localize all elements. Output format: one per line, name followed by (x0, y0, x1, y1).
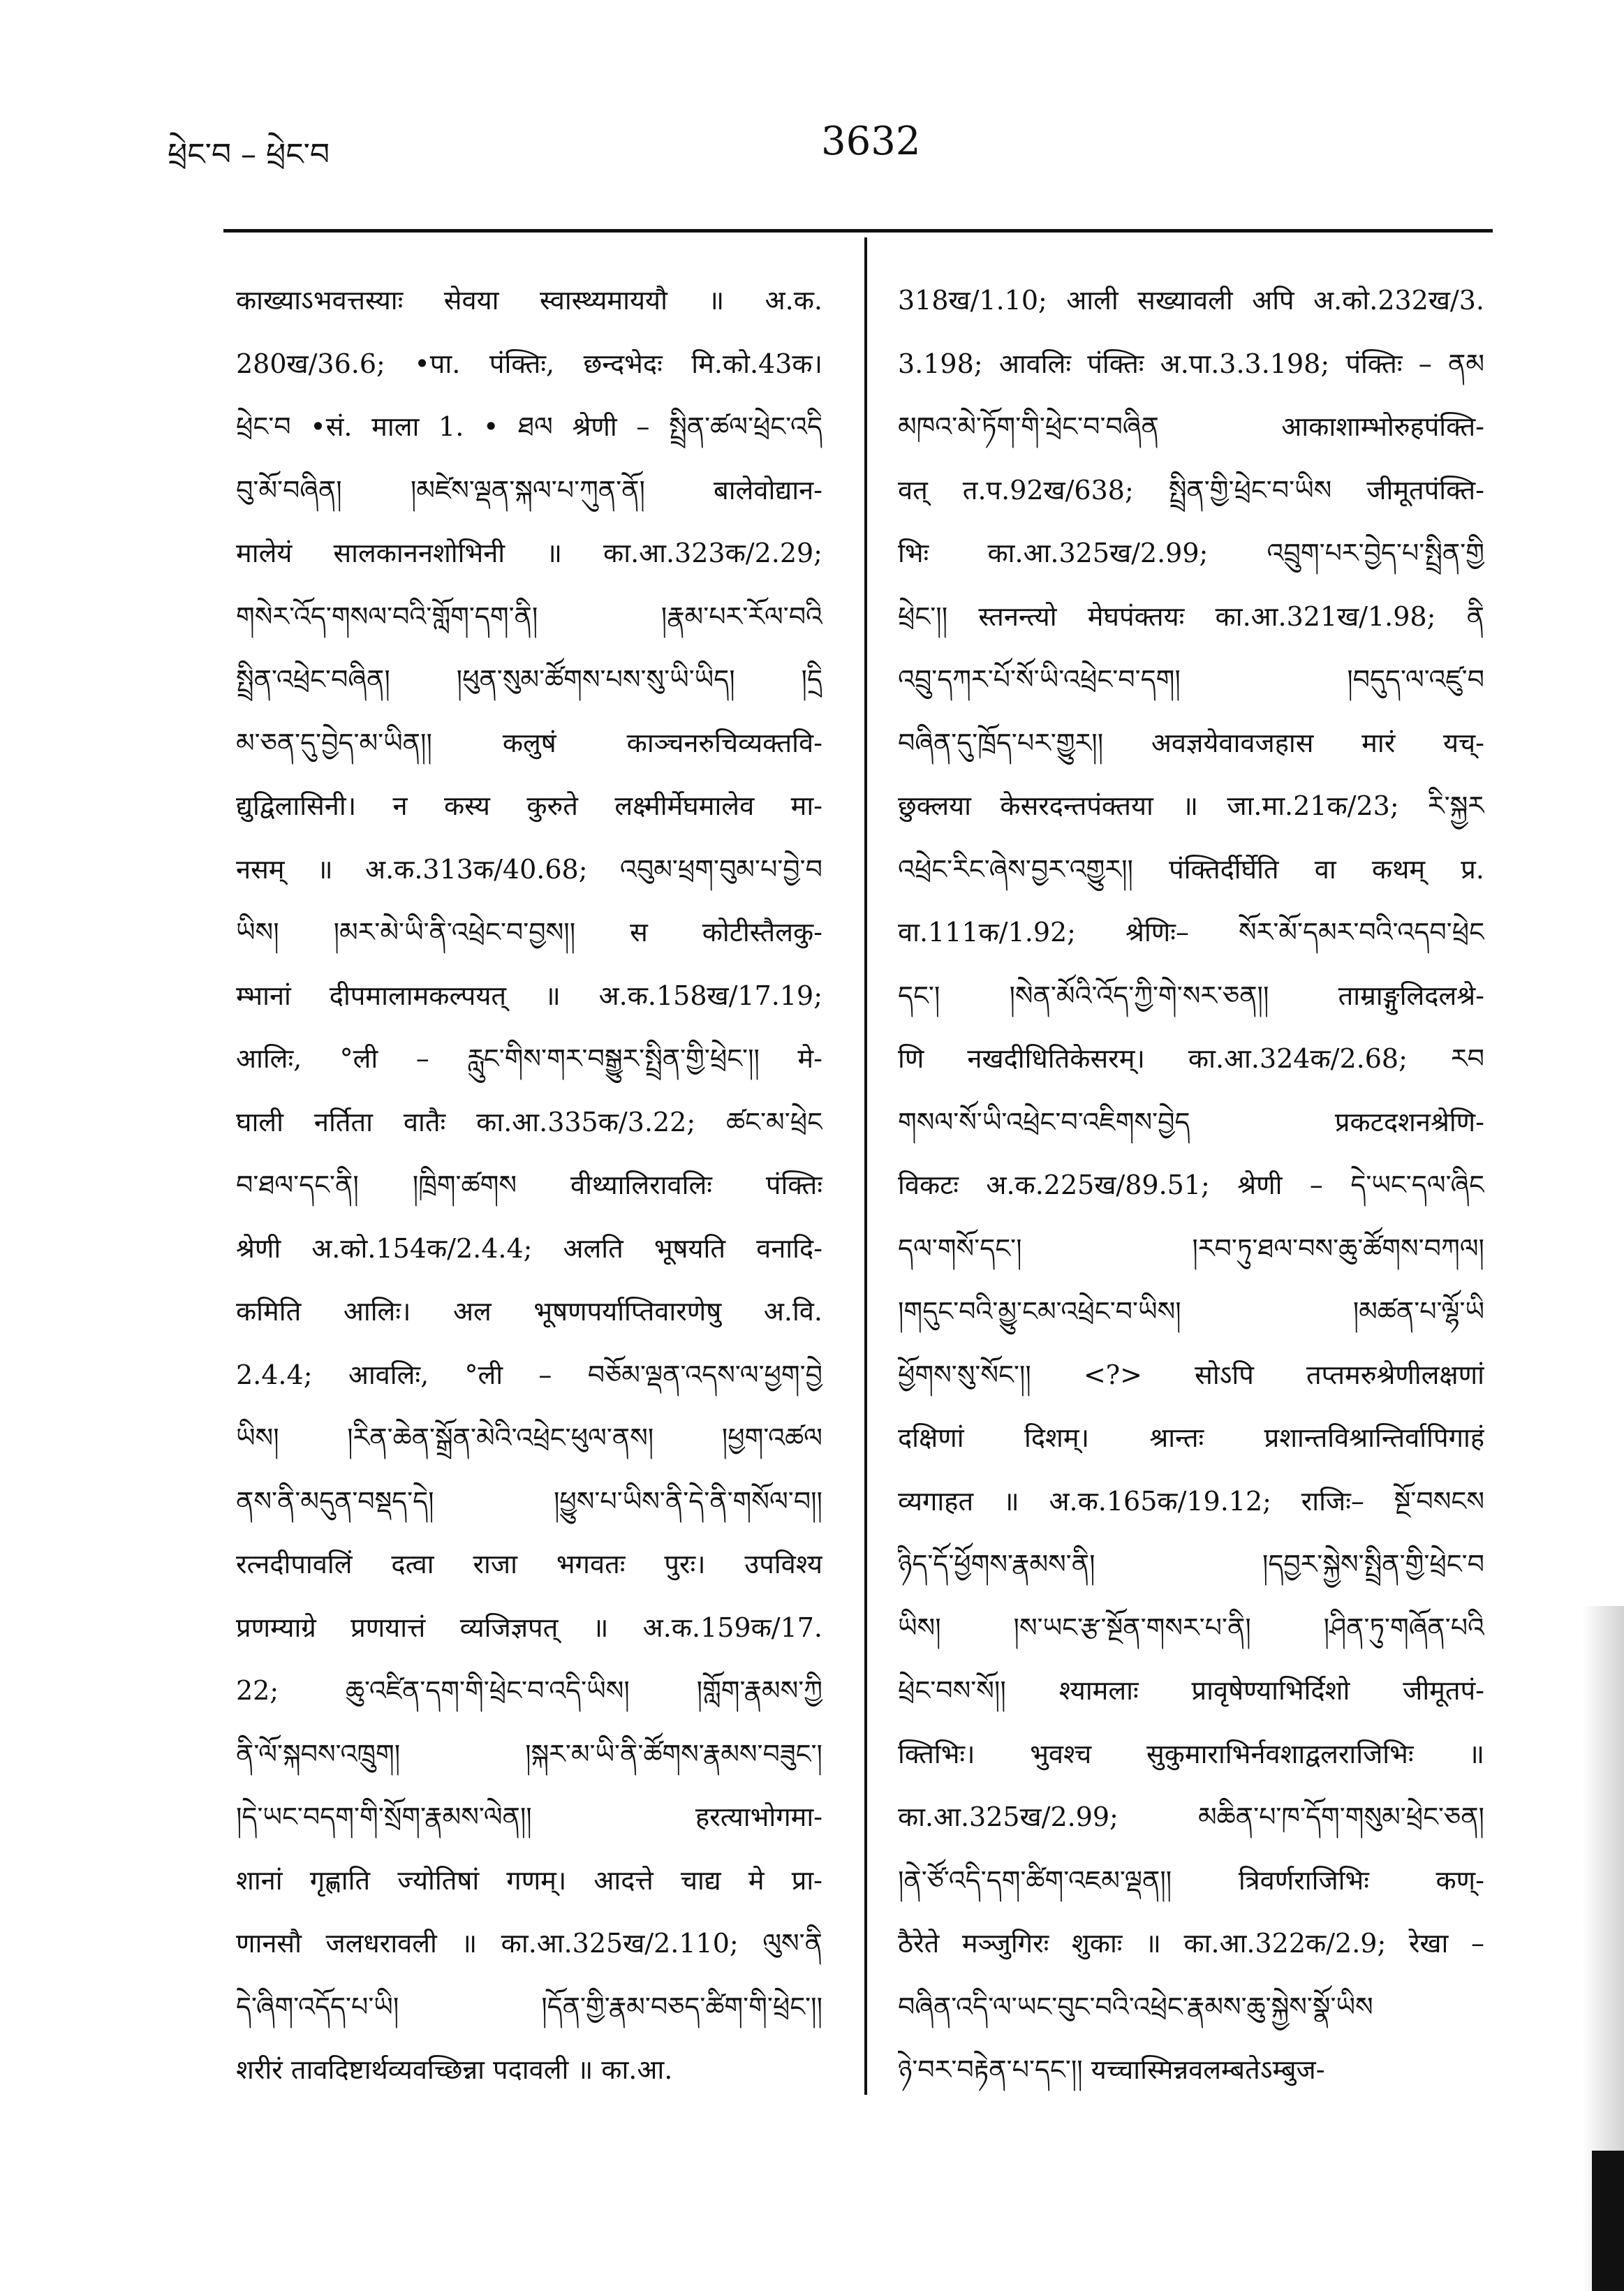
text-line: शानां गृह्णाति ज्योतिषां गणम्। आदत्ते चाद्य मे प्रा- (236, 1864, 822, 1896)
text-line: ठैरेते मञ्जुगिरः शुकाः ॥ का.आ.322क/2.9; रेखा – (898, 1928, 1484, 1959)
text-line: ཕྲེང་བས་སོ།། श्यामलाः प्रावृषेण्याभिर्दिशो जीमूतपं- (898, 1675, 1484, 1706)
text-line: णानसौ जलधरावली ॥ का.आ.325ख/2.110; ལུས་ནི (236, 1928, 822, 1959)
text-line: कमिति आलिः। अल भूषणपर्याप्तिवारणेषु अ.वि. (236, 1296, 822, 1327)
text-line: མཁའ་མེ་ཏོག་གི་ཕྲེང་བ་བཞིན आकाशाम्भोरुहपंक्ति- (898, 411, 1484, 442)
text-line: འབྲུ་དཀར་པོ་སོ་ཡི་འཕྲེང་བ་དག། །བདུད་ལ་འཛུ་བ (898, 664, 1484, 695)
text-line: ཕྲེང་བ •सं. माला 1. • ཐལ श्रेणी – སྤྲིན་ཚལ་ཕྲེང་འདི (236, 411, 822, 442)
text-line: དལ་གསོ་དང་། །རབ་ཏུ་ཐལ་བས་ཆུ་ཚོགས་བཀལ། (898, 1232, 1484, 1264)
text-line: श्रेणी अ.को.154क/2.4.4; अलति भूषयति वनादि- (236, 1232, 822, 1264)
text-line: मालेयं सालकाननशोभिनी ॥ का.आ.323क/2.29; (236, 538, 822, 568)
text-line: སྤྲིན་འཕྲེང་བཞིན། །ཕུན་སུམ་ཚོགས་པས་སུ་ཡི་ཡིད། །དྲི (236, 664, 822, 695)
right-column (898, 269, 1484, 2102)
text-line: क्तिभिः। भुवश्च सुकुमाराभिर्नवशाद्वलराजिभिः ॥ (898, 1738, 1484, 1769)
text-line: भिः का.आ.325ख/2.99; འབྲུག་པར་བྱེད་པ་སྤྲིན་གྱི (898, 538, 1484, 568)
text-line: ཡིས། །མར་མེ་ཡི་ནི་འཕྲེང་བ་བྱས།། स कोटीस्तैलकु- (236, 917, 822, 948)
text-line: །ནེ་ཙོ་འདི་དག་ཚིག་འཇམ་ལྡན།། त्रिवर्णराजिभिः कण्- (898, 1864, 1484, 1896)
text-line: འཕྲེང་རིང་ཞེས་བྱར་འགྱུར།། पंक्तिर्दीर्घेति वा कथम् प्र. (898, 853, 1484, 885)
text-line: प्रणम्याग्रे प्रणयात्तं व्यजिज्ञपत् ॥ अ.क.159क/17. (236, 1612, 822, 1643)
text-line: घाली नर्तिता वातैः का.आ.335क/3.22; ཚང་མ་ཕྲེང (236, 1106, 822, 1137)
text-line: छुक्लया केसरदन्तपंक्तया ॥ जा.मा.21क/23; རི་སྐྱར (898, 790, 1484, 821)
text-line: नसम् ॥ अ.क.313क/40.68; འབུམ་ཕྲག་བུམ་པ་བྱེ་བ (236, 853, 822, 885)
running-header: ཕྲེང་བ – ཕྲེང་བ (168, 137, 330, 172)
column-divider (864, 237, 867, 2095)
text-line: བ་ཐལ་དང་ནི། །ཁྲིག་ཚགས वीथ्यालिरावलिः पंक्तिः (236, 1170, 822, 1200)
text-line: མ་ཅན་དུ་བྱེད་མ་ཡིན།། कलुषं काञ्चनरुचिव्यक्तवि- (236, 727, 822, 758)
text-line: शरीरं तावदिष्टार्थव्यवच्छिन्ना पदावली ॥ का.आ. (236, 2054, 673, 2085)
text-line: 280ख/36.6; •पा. पंक्तिः, छन्दभेदः मि.को.43क। (236, 348, 822, 379)
text-line: བཞིན་དུ་ཁྲོད་པར་གྱུར།། अवज्ञयेवावजहास मारं यच्- (898, 727, 1484, 758)
text-line: 22; ཆུ་འཛིན་དག་གི་ཕྲེང་བ་འདི་ཡིས། །གློག་རྣམས་ཀྱི (236, 1675, 822, 1706)
text-line: वत् त.प.92ख/638; སྤྲིན་གྱི་ཕྲེང་བ་ཡིས जीमूतपंक्ति- (898, 474, 1484, 506)
text-line: द्युद्विलासिनी। न कस्य कुरुते लक्ष्मीर्मेघमालेव मा- (236, 790, 822, 821)
page-edge-mark (1592, 2151, 1624, 2291)
left-column (236, 269, 822, 2102)
text-line: दक्षिणां दिशम्। श्रान्तः प्रशान्तविश्रान्तिर्वापिगाहं (898, 1422, 1484, 1453)
header-rule (223, 229, 1493, 233)
page-number: 3632 (821, 119, 921, 164)
text-line: དེ་ཞིག་འདོད་པ་ཡི། །དོན་གྱི་རྣམ་བཅད་ཚིག་གི་ཕྲེང་།། (236, 1991, 822, 2022)
text-line: བུ་མོ་བཞིན། །མཛེས་ལྡན་སྐལ་པ་ཀུན་ནོ། बालेवोद्यान- (236, 474, 822, 506)
text-line: ཕྲེང་།། स्तनन्त्यो मेघपंक्तयः का.आ.321ख/1.98; ནི (898, 601, 1484, 632)
text-line: །དེ་ཡང་བདག་གི་སྲོག་རྣམས་ལེན།། हरत्याभोगमा- (236, 1802, 822, 1832)
text-line: 2.4.4; आवलिः, °ली – བཅོམ་ལྡན་འདས་ལ་ཕྱག་བྱེ (236, 1359, 822, 1390)
text-line: །གདུང་བའི་མྱུ་ངམ་འཕྲེང་བ་ཡིས། །མཚན་པ་ལྷོ་ཡི (898, 1296, 1484, 1327)
text-line: ཕྱོགས་སུ་སོང་།། <?> सोऽपि तप्तमरुश्रेणीलक्षणां (898, 1359, 1484, 1390)
text-line: विकटः अ.क.225ख/89.51; श्रेणी – དེ་ཡང་དལ་ཞིང (898, 1170, 1484, 1200)
text-line: णि नखदीधितिकेसरम्। का.आ.324क/2.68; རབ (898, 1043, 1484, 1074)
text-line: का.आ.325ख/2.99; མཆིན་པ་ཁ་དོག་གསུམ་ཕྲེང་ཅན། (898, 1802, 1484, 1832)
text-line: གསལ་སོ་ཡི་འཕྲེང་བ་འཇིགས་བྱེད प्रकटदशनश्रेणि- (898, 1106, 1484, 1137)
text-line: ཉེ་བར་བརྟེན་པ་དང་།། यच्चास्मिन्नवलम्बतेऽम्बुज- (898, 2054, 1325, 2085)
text-line: 3.198; आवलिः पंक्तिः अ.पा.3.3.198; पंक्तिः – ནམ (898, 348, 1484, 379)
text-line: ཡིས། །རིན་ཆེན་སྒྲོན་མེའི་འཕྲེང་ཕུལ་ནས། །ཕྱག་འཚལ (236, 1422, 822, 1453)
text-line: आलिः, °ली – རླུང་གིས་གར་བསྒྱུར་སྤྲིན་གྱི་ཕྲེང་།། मे- (236, 1043, 822, 1074)
text-line: ནི་ལོ་སྐབས་འཁྲུག། །སྐར་མ་ཡི་ནི་ཚོགས་རྣམས་བཟུང་། (236, 1738, 822, 1769)
text-line: ཉིད་དོ་ཕྱོགས་རྣམས་ནི། །དབྱར་སྐྱེས་སྤྲིན་གྱི་ཕྲེང་བ (898, 1549, 1484, 1579)
text-line: वा.111क/1.92; श्रेणिः– སོར་མོ་དམར་བའི་འདབ་ཕྲེང (898, 917, 1484, 948)
text-line: काख्याऽभवत्तस्याः सेवया स्वास्थ्यमाययौ ॥ अ.क. (236, 285, 822, 316)
text-line: 318ख/1.10; आली सख्यावली अपि अ.को.232ख/3. (898, 285, 1484, 316)
text-line: ཡིས། །ས་ཡང་རྩ་སྔོན་གསར་པ་ནི། །ཤིན་ཏུ་གཞོན་པའི (898, 1612, 1484, 1643)
text-line: དང་། །སེན་མོའི་འོད་ཀྱི་གེ་སར་ཅན།། ताम्राङ्गुलिदलश्रे- (898, 980, 1484, 1011)
text-line: रत्नदीपावलिं दत्वा राजा भगवतः पुरः। उपविश्य (236, 1549, 822, 1579)
text-line: བཞིན་འདི་ལ་ཡང་བུང་བའི་འཕྲེང་རྣམས་ཆུ་སྐྱེས་སྣོ་ཡིས (898, 1991, 1373, 2022)
text-line: གསེར་འོད་གསལ་བའི་གློག་དག་ནི། །རྣམ་པར་རོལ་བའི (236, 601, 822, 632)
text-line: व्यगाहत ॥ अ.क.165क/19.12; राजिः– སྔོ་བསངས (898, 1485, 1484, 1517)
text-line: ནས་ནི་མདུན་བསྡད་དེ། །ཕྱུས་པ་ཡིས་ནི་དེ་ནི་གསོལ་བ།། (236, 1485, 822, 1517)
text-line: म्भानां दीपमालामकल्पयत् ॥ अ.क.158ख/17.19; (236, 980, 822, 1011)
